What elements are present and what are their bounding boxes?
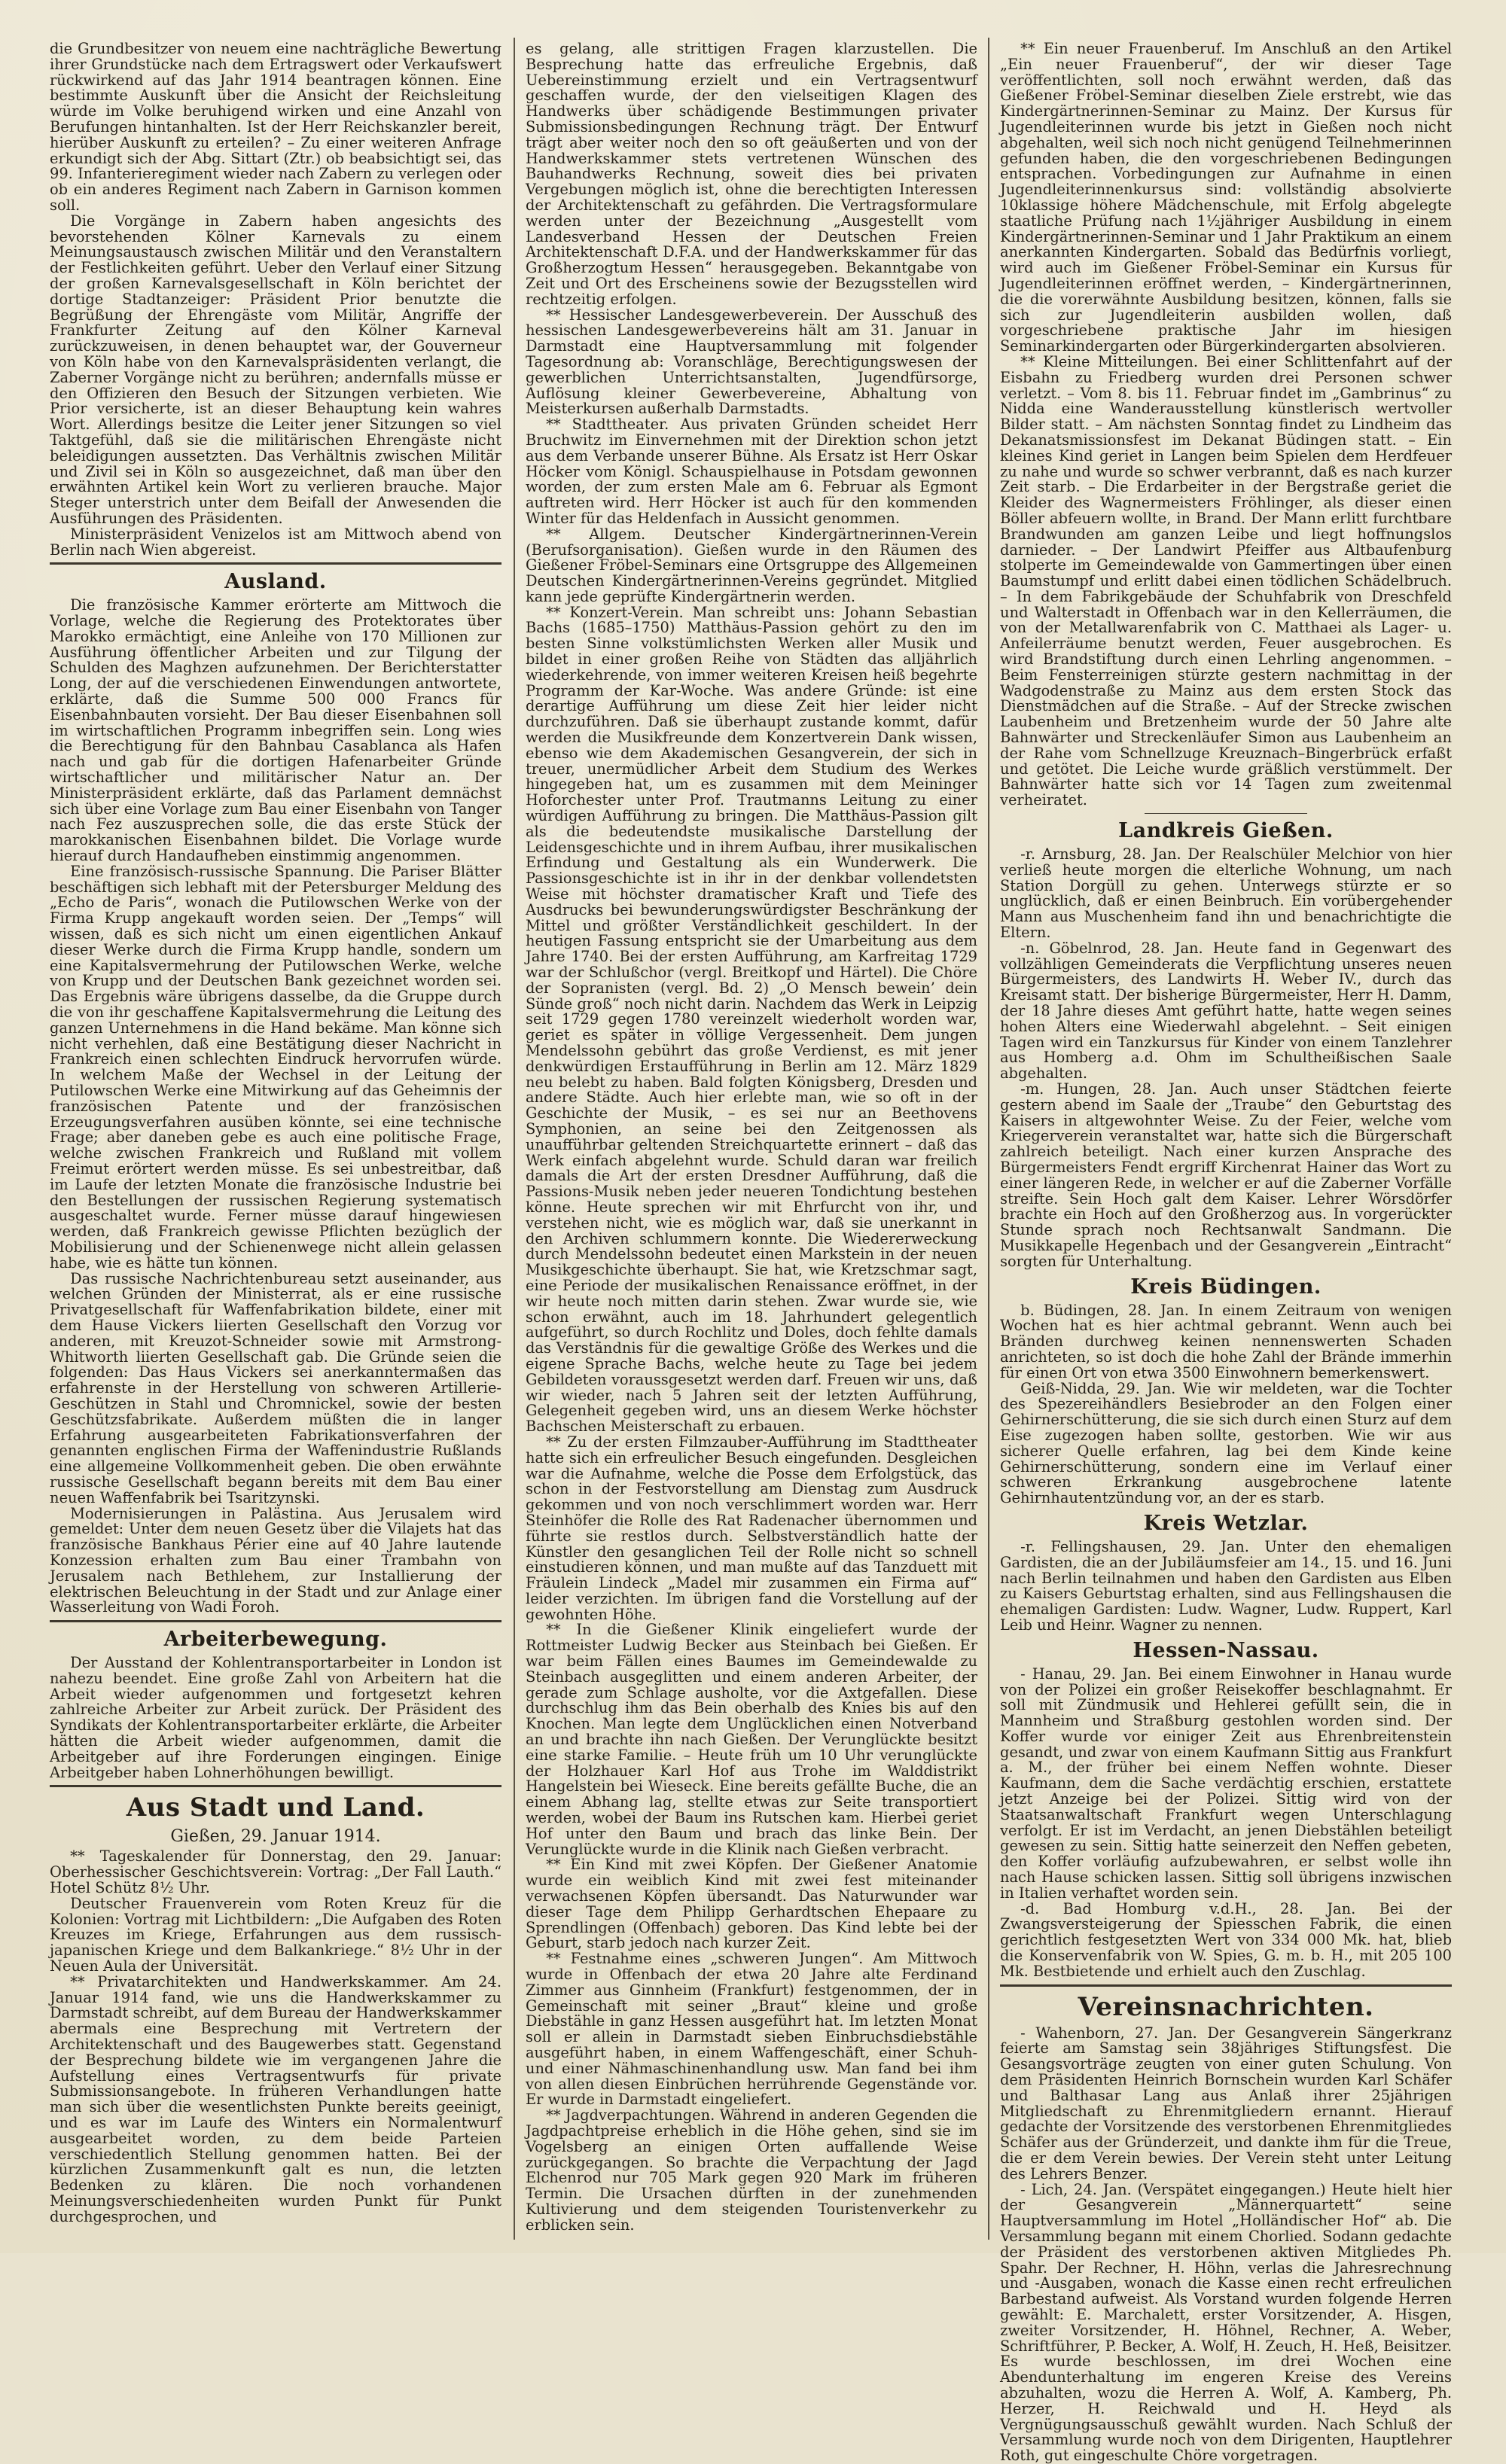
section-heading-hessen-nassau: Hessen-Nassau. — [1133, 1638, 1319, 1662]
section-heading-landkreis-giessen: Landkreis Gießen. — [1118, 819, 1334, 843]
article-text: Das russische Nachrichtenbureau setzt auseinander, aus welchen Gründen der Ministerrat, als er eine russische Privatgesellschaft für Waffenfabrikation bildete, einer mit dem Hause Vickers liierten Gesellschaft den Vorzug vor anderen, mit Kreuzot-Schneider sowie mit Armstrong-Whitworth liierten Gesellschaft gab. Die Gründe seien die folgenden: Das Haus Vickers sei anerkanntermaßen das erfahrenste in der Herstellung von schweren Artillerie-Geschützen in Stahl und Chromnickel, sowie der besten Geschützsfabrikate. Außerdem müßten die in langer Erfahrung ausgearbeiteten Fabrikationsverfahren der genannten englischen Firma der Waffenindustrie Rußlands eine allgemeine Vollkommenheit geben. Die oben erwähnte russische Gesellschaft begann bereits mit dem Bau einer neuen Waffenfabrik bei Tsaritzynski. — [50, 1269, 501, 1506]
section-heading-ausland: Ausland. — [224, 570, 327, 594]
article-text: Ministerpräsident Venizelos ist am Mittwoch abend von Berlin nach Wien abgereist. — [50, 525, 501, 559]
article-text: es gelang, alle strittigen Fragen klarzustellen. Die Besprechung hatte das erfreuliche Ergebnis, daß Uebereinstimmung erzielt und ein Vertragsentwurf geschaffen wurde, der den vielseitigen Klagen des Handwerks über schädigende Bestimmungen privater Submissionsbedingungen Rechnung trägt. Der Entwurf trägt aber weiter noch den so oft geäußerten und von der Handwerkskammer stets vertretenen Wünschen des Bauhandwerks Rechnung, soweit dies bei privaten Vergebungen möglich ist, ohne die berechtigten Interessen der Architektenschaft zu gefährden. Die Vertragsformulare werden unter der Bezeichnung „Ausgestellt vom Landesverband Hessen der Deutschen Freien Architektenschaft D.F.A. und der Handwerkskammer für das Großherzogtum Hessen“ herausgegeben. Bekanntgabe von Zeit und Ort des Erscheinens sowie der Bezugsstellen wird rechtzeitig erfolgen. — [526, 40, 977, 308]
article-text: ** Hessischer Landesgewerbeverein. Der Ausschuß des hessischen Landesgewerbevereins hält am 31. Januar in Darmstadt eine Hauptversammlung mit folgender Tagesordnung ab: Voranschläge, Berechtigungswesen der gewerblichen Unterrichtsanstalten, Jugendfürsorge, Auflösung kleiner Gewerbevereine, Abhaltung von Meisterkursen außerhalb Darmstadts. — [526, 306, 977, 418]
column-2 — [526, 41, 977, 2246]
column-3 — [1000, 40, 1452, 2464]
article-text: ** Allgem. Deutscher Kindergärtnerinnen-Verein (Berufsorganisation). Gießen wurde in den Räumen des Gießener Fröbel-Seminars eine Ortsgruppe des Allgemeinen Deutschen Kindergärtnerinnen-Vereins gegründet. Mitglied kann jede geprüfte Kindergärtnerin werden. — [526, 525, 977, 605]
article-text: - Hanau, 29. Jan. Bei einem Einwohner in Hanau wurde von der Polizei ein großer Reisekoffer beschlagnahmt. Er soll mit Zündmusik und Hehlerei gefüllt sein, die in Mannheim und Straßburg gestohlen worden sind. Der Koffer wurde vor einiger Zeit aus Ehrenbreitenstein gesandt, und zwar von einem Kaufmann Sittig aus Frankfurt a. M., der früher bei einem Neffen wohnte. Dieser Kaufmann, dem die Sache verdächtig erschien, erstattete jetzt Anzeige bei der Polizei. Sittig wird von der Staatsanwaltschaft Frankfurt wegen Unterschlagung verfolgt. Er ist im Verdacht, an jenen Diebstählen beteiligt gewesen zu sein. Sittig hatte seinerzeit den Neffen gebeten, den Koffer vorläufig aufzubewahren, er selbst wolle ihn nach Hause schicken lassen. Sittig soll übrigens inzwischen in Italien verhaftet worden sein. — [1000, 1664, 1452, 1902]
section-rule — [1000, 1984, 1452, 1987]
article-text: die Grundbesitzer von neuem eine nachträgliche Bewertung ihrer Grundstücke nach dem Ertragswert oder Verkaufswert rückwirkend auf das Jahr 1914 beantragen können. Eine bestimmte Auskunft über die Ansicht der Reichsleitung würde im Volke beruhigend wirken und eine Anzahl von Berufungen hintanhalten. Ist der Herr Reichskanzler bereit, hierüber Auskunft zu erteilen? – Zu einer weiteren Anfrage erkundigt sich der Abg. Sittart (Ztr.) ob beabsichtigt sei, das 99. Infanterieregiment wieder nach Zabern zu verlegen oder ob ein anderes Regiment nach Zabern in Garnison kommen soll. — [50, 40, 501, 214]
dateline: Gießen, 29. Januar 1914. — [170, 1827, 381, 1847]
section-rule — [1145, 813, 1307, 814]
article-text: ** Festnahme eines „schweren Jungen“. Am Mittwoch wurde in Offenbach der etwa 20 Jahre alte Ferdinand Zimmer aus Ginnheim (Frankfurt) festgenommen, der in Gemeinschaft mit seiner „Braut“ kleine und große Diebstähle in ganz Hessen ausgeführt hat. Im letzten Monat soll er allein in Darmstadt sieben Einbruchsdiebstähle ausgeführt haben, in einem Waffengeschäft, einer Schuh- und einer Nähmaschinenhandlung usw. Man fand bei ihm von allen diesen Einbrüchen herrührende Gegenstände vor. Er wurde in Darmstadt eingeliefert. — [526, 1950, 977, 2109]
section-rule — [50, 1620, 501, 1622]
article-text: -n. Göbelnrod, 28. Jan. Heute fand in Gegenwart des vollzähligen Gemeinderats die Verpflichtung unseres neuen Bürgermeisters, des Landwirts H. Weber IV., durch das Kreisamt statt. Der bisherige Bürgermeister, Herr H. Damm, der 18 Jahre dieses Amt geführt hatte, hatte wegen seines hohen Alters eine Wiederwahl abgelehnt. – Seit einigen Tagen wird ein Tanzkursus für Kinder von einem Tanzlehrer aus Homberg a.d. Ohm im Schultheißischen Saale abgehalten. — [1000, 939, 1452, 1083]
article-text: -m. Hungen, 28. Jan. Auch unser Städtchen feierte gestern abend im Saale der „Traube“ den Geburtstag des Kaisers in altgewohnter Weise. Zu der Feier, welche vom Kriegerverein veranstaltet war, hatte sich die Bürgerschaft zahlreich beteiligt. Nach einer kurzen Ansprache des Bürgermeisters Fendt ergriff Kirchenrat Hainer das Wort zu einer längeren Rede, in welcher er auf die Zaberner Vorfälle streifte. Sein Hoch galt dem Kaiser. Lehrer Wörsdörfer brachte ein Hoch auf den Großherzog aus. In vorgerückter Stunde sprach noch Rechtsanwalt Sandmann. Die Musikkapelle Hegenbach und der Gesangverein „Eintracht“ sorgten für Unterhaltung. — [1000, 1080, 1452, 1270]
section-rule — [50, 1785, 501, 1787]
article-text: Geiß-Nidda, 29. Jan. Wie wir meldeten, war die Tochter des Spezereihändlers Besiebroder an den Folgen einer Gehirnerschütterung, die sie sich durch einen Sturz auf dem Eise zugezogen haben sollte, gestorben. Wie wir aus sicherer Quelle erfahren, lag bei dem Kinde keine Gehirnerschütterung, sondern eine im Verlauf einer schweren Erkrankung ausgebrochene latente Gehirnhautentzündung vor, an der es starb. — [1000, 1379, 1452, 1507]
article-text: -r. Fellingshausen, 29. Jan. Unter den ehemaligen Gardisten, die an der Jubiläumsfeier am 14., 15. und 16. Juni nach Berlin teilnahmen und haben den Gardisten aus Elben zu Kaisers Geburtstag erhalten, sind aus Fellingshausen die ehemaligen Gardisten: Ludw. Wagner, Ludw. Ruppert, Karl Leib und Heinr. Wagner zu nennen. — [1000, 1537, 1452, 1634]
article-text: -d. Bad Homburg v.d.H., 28. Jan. Bei der Zwangsversteigerung der Spiesschen Fabrik, die einen gerichtlich festgesetzten Wert von 334 000 Mk. hat, blieb die Konservenfabrik von W. Spies, G. m. b. H., mit 205 100 Mk. Bestbietende und erhielt auch den Zuschlag. — [1000, 1899, 1452, 1980]
article-text: Eine französisch-russische Spannung. Die Pariser Blätter beschäftigen sich lebhaft mit der Petersburger Meldung des „Echo de Paris“, wonach die Putilowschen Werke von der Firma Krupp angekauft worden seien. Der „Temps“ will wissen, daß es sich nicht um einen eigentlichen Ankauf dieser Werke durch die Firma Krupp handle, sondern um eine Kapitalsvermehrung der Putilowschen Werke, welche von Krupp und der Deutschen Bank gezeichnet worden sei. Das Ergebnis wäre übrigens dasselbe, da die Gruppe durch die von ihr geschaffene Kapitalsvermehrung die Leitung des ganzen Unternehmens in die Hand bekäme. Man könne sich nicht verhehlen, daß eine Bestätigung dieser Nachricht in Frankreich einen schlechten Eindruck hervorrufen würde. In welchem Maße der Wechsel in der Leitung der Putilowschen Werke eine Mitwirkung auf das Geheimnis der französischen Patente und der französischen Erzeugungsverfahren ausüben könnte, sei eine technische Frage; aber daneben gebe es auch eine politische Frage, welche zwischen Frankreich und Rußland mit vollem Freimut erörtert werden müsse. Es sei unbestreitbar, daß im Laufe der letzten Monate die französische Industrie bei den Bestellungen der russischen Regierung systematisch ausgeschaltet wurde. Ferner müsse darauf hingewiesen werden, daß Frankreich gewisse Pflichten bezüglich der Mobilisierung und der Schienenwege nicht allein gelassen habe, wie es hätte tun können. — [50, 862, 501, 1272]
column-divider — [514, 38, 515, 2240]
article-text: ** Kleine Mitteilungen. Bei einer Schlittenfahrt auf der Eisbahn zu Friedberg wurden drei Personen schwer verletzt. – Vom 8. bis 11. Februar findet im „Gambrinus“ zu Nidda eine Wanderausstellung künstlerisch wertvoller Bilder statt. – Am nächsten Sonntag findet zu Lindheim das Dekanatsmissionsfest im Dekanat Büdingen statt. – Ein kleines Kind geriet in Langen beim Spielen dem Herdfeuer zu nahe und wurde so schwer verbrannt, daß es nach kurzer Zeit starb. – Die Erdarbeiter in der Bergstraße geriet die Kleider des Wagnermeisters Fröhlinger, als dieser einen Böller abfeuern wollte, in Brand. Der Mann erlitt furchtbare Brandwunden am ganzen Leibe und liegt hoffnungslos darnieder. – Der Landwirt Pfeiffer aus Altbaufenburg stolperte im Gemeindewalde von Gammertingen über einen Baumstumpf und erlitt dabei einen tödlichen Schädelbruch. – In dem Fabrikgebäude der Schuhfabrik von Dreschfeld und Walterstadt in Offenbach war in den Kellerräumen, die von der Metallwarenfabrik von C. Matthaei als Lager- u. Anfeilerräume benutzt werden, Feuer ausgebrochen. Es wird Brandstiftung durch einen Lehrling angenommen. – Beim Fensterreinigen stürzte gestern nachmittag in der Wadgodenstraße zu Mainz aus dem ersten Stock das Dienstmädchen auf die Straße. – Auf der Strecke zwischen Laubenheim und Bretzenheim wurde der 50 Jahre alte Bahnwärter und Streckenläufer Simon aus Laubenheim an der Rahe vom Schnellzuge Kreuznach–Bingerbrück erfaßt und getötet. Die Leiche wurde gräßlich verstümmelt. Der Bahnwärter hatte sich vor 14 Tagen zum zweitenmal verheiratet. — [1000, 352, 1452, 809]
section-heading-kreis-buedingen: Kreis Büdingen. — [1130, 1275, 1322, 1299]
section-heading-arbeiterbewegung: Arbeiterbewegung. — [163, 1628, 388, 1652]
section-rule — [50, 562, 501, 565]
article-text: ** Zu der ersten Filmzauber-Aufführung im Stadttheater hatte sich ein erfreulicher Besuch eingefunden. Desgleichen war die Aufnahme, welche die Posse dem Erfolgstück, das schon in der Festvorstellung am Dienstag zum Ausdruck gekommen und von noch verschlimmert worden war. Herr Steinhöfer die Rolle des Rat Radenacher übernommen und führte sie restlos durch. Selbstverständlich hatte der Künstler den gesanglichen Teil der Rolle nicht so schnell einstudieren können, und man mußte auf das Tanzduett mit Fräulein Lindeck „Madel mir zusammen ein Firma auf“ leider verzichten. Im übrigen fand die Vorstellung auf der gewohnten Höhe. — [526, 1433, 977, 1623]
column-divider — [988, 38, 989, 2240]
article-text: Der Ausstand der Kohlentransportarbeiter in London ist nahezu beendet. Eine große Zahl von Arbeitern hat die Arbeit wieder aufgenommen und fortgesetzt kehren zahlreiche Arbeiter zur Arbeit zurück. Der Präsident des Syndikats der Kohlentransportarbeiter erklärte, die Arbeiter hätten die Arbeit wieder aufgenommen, damit die Arbeitgeber auf ihre Forderungen eingingen. Einige Arbeitgeber haben Lohnerhöhungen bewilligt. — [50, 1654, 501, 1781]
article-text: ** Ein neuer Frauenberuf. Im Anschluß an den Artikel „Ein neuer Frauenberuf“, der wir dieser Tage veröffentlichten, soll noch erwähnt werden, daß das Gießener Fröbel-Seminar dieselben Ziele erstrebt, wie das Kindergärtnerinnen-Seminar zu Mainz. Der Kursus für Jugendleiterinnen wurde bis jetzt in Gießen noch nicht abgehalten, weil sich noch nicht genügend Teilnehmerinnen gefunden haben, die den vorgeschriebenen Bedingungen entsprachen. Vorbedingungen zur Aufnahme in einen Jugendleiterinnenkursus sind: vollständig absolvierte 10klassige höhere Mädchenschule, mit Erfolg abgelegte staatliche Prüfung nach 1½jähriger Ausbildung in einem Kindergärtnerinnen-Seminar und 1 Jahr Praktikum an einem anerkannten Kindergarten. Sobald das Bedürfnis vorliegt, wird auch im Gießener Fröbel-Seminar ein Kursus für Jugendleiterinnen eröffnet werden, – Kindergärtnerinnen, die die vorerwähnte Ausbildung besitzen, können, falls sie sich zur Jugendleiterin ausbilden wollen, daß vorgeschriebene praktische Jahr im hiesigen Seminarkindergarten oder Bürgerkindergarten absolvieren. — [1000, 40, 1452, 355]
article-text: b. Büdingen, 28. Jan. In einem Zeitraum von wenigen Wochen hat es hier achtmal gebrannt. Wenn auch bei Bränden durchweg keinen nennenswerten Schaden anrichteten, so ist doch die hohe Zahl der Brände immerhin für einen Ort von etwa 3500 Einwohnern bemerkenswert. — [1000, 1301, 1452, 1381]
article-text: - Lich, 24. Jan. (Verspätet eingegangen.) Heute hielt hier der Gesangverein „Männerquartett“ seine Hauptversammlung im Hotel „Holländischer Hof“ ab. Die Versammlung begann mit einem Chorlied. Sodann gedachte der Präsident des verstorbenen aktiven Mitgliedes Ph. Spahr. Der Rechner, H. Höhn, verlas die Jahresrechnung und -Ausgaben, wonach die Kasse einen recht erfreulichen Barbestand aufweist. Als Vorstand wurden folgende Herren gewählt: E. Marchalett, erster Vorsitzender, A. Hisgen, zweiter Vorsitzender, H. Höhnel, Rechner, A. Weber, Schriftführer, P. Becker, A. Wolf, H. Zeuch, H. Heß, Beisitzer. Es wurde beschlossen, im drei Wochen eine Abendunterhaltung im engeren Kreise des Vereins abzuhalten, wozu die Herren A. Wolf, A. Kamberg, Ph. Herzer, H. Reichwald und H. Heyd als Vergnügungsausschuß gewählt wurden. Nach Schluß der Versammlung wurde noch von dem Dirigenten, Hauptlehrer Roth, gut eingeschulte Chöre vorgetragen. — [1000, 2180, 1452, 2464]
article-text: -r. Arnsburg, 28. Jan. Der Realschüler Melchior von hier verließ heute morgen die elterliche Wohnung, um nach Station Dorgüll zu gehen. Unterwegs stürzte er so unglücklich, daß er einen Beinbruch. Ein vorübergehender Mann aus Muschenheim fand ihn und benachrichtigte die Eltern. — [1000, 845, 1452, 942]
section-heading-aus-stadt-und-land: Aus Stadt und Land. — [126, 1792, 425, 1823]
article-text: Deutscher Frauenverein vom Roten Kreuz für die Kolonien: Vortrag mit Lichtbildern: „Die Aufgaben des Roten Kreuzes im Kriege, Erfahrungen aus dem russisch-japanischen Kriege und dem Balkankriege.“ 8½ Uhr in der Neuen Aula der Universität. — [50, 1894, 501, 1975]
column-1 — [50, 41, 501, 2246]
article-text: Die Vorgänge in Zabern haben angesichts des bevorstehenden Kölner Karnevals zu einem Meinungsaustausch zwischen Militär und den Veranstaltern der Festlichkeiten geführt. Ueber den Verlauf einer Sitzung der großen Karnevalsgesellschaft in Köln berichtet der dortige Stadtanzeiger: Präsident Prior benutzte die Begrüßung der Ehrengäste vom Militär, Angriffe der Frankfurter Zeitung auf den Kölner Karneval zurückzuweisen, in denen behauptet war, der Gouverneur von Köln habe von den Karnevalspräsidenten verlangt, die Zaberner Vorgänge nicht zu berühren; andernfalls müsse er den Offizieren den Besuch der Sitzungen verbieten. Wie Prior versicherte, ist an dieser Behauptung kein wahres Wort. Allerdings besitze die Leiter jener Sitzungen so viel Taktgefühl, daß sie die militärischen Ehrengäste nicht beleidigungen aussetzten. Das Verhältnis zwischen Militär und Zivil sei in Köln so ausgezeichnet, daß man über den erwähnten Artikel kein Wort zu verlieren brauche. Major Steger unterstrich unter dem Beifall der Anwesenden die Ausführungen des Präsidenten. — [50, 212, 501, 527]
article-text: ** Jagdverpachtungen. Während in anderen Gegenden die Jagdpachtpreise erheblich in die Höhe gehen, sind sie im Vogelsberg an einigen Orten auffallende Weise zurückgegangen. So brachte die Verpachtung der Jagd Elchenrod nur 705 Mark gegen 920 Mark im früheren Termin. Die Ursachen dürften in der zunehmenden Kultivierung und dem steigenden Touristenverkehr zu erblicken sein. — [526, 2106, 977, 2234]
article-text: ** Privatarchitekten und Handwerkskammer. Am 24. Januar 1914 fand, wie uns die Handwerkskammer zu Darmstadt schreibt, auf dem Bureau der Handwerkskammer abermals eine Besprechung mit Vertretern der Architektenschaft und des Baugewerbes statt. Gegenstand der Besprechung bildete wie im vergangenen Jahre die Aufstellung eines Vertragsentwurfs für private Submissionsangebote. In früheren Verhandlungen hatte man sich über die wesentlichsten Punkte bereits geeinigt, und es war im Laufe des Winters ein Normalentwurf ausgearbeitet worden, zu dem beide Parteien verschiedentlich Stellung genommen hatten. Bei der kürzlichen Zusammenkunft galt es nun, die letzten Bedenken zu klären. Die noch vorhandenen Meinungsverschiedenheiten wurden Punkt für Punkt durchgesprochen, und — [50, 1972, 501, 2225]
article-text: ** In die Gießener Klinik eingeliefert wurde der Rottmeister Ludwig Becker aus Steinbach bei Gießen. Er war beim Fällen eines Baumes im Gemeindewalde zu Steinbach ausgeglitten und einem anderen Arbeiter, der gerade zum Schlage ausholte, vor die Axtgefallen. Diese durchschlug ihm das Bein oberhalb des Knies bis auf den Knochen. Man legte dem Unglücklichen einen Notverband an und brachte ihn nach Gießen. Der Verunglückte besitzt eine starke Familie. – Heute früh um 10 Uhr verunglückte der Holzhauer Karl Hof aus Trohe im Walddistrikt Hangelstein bei Wieseck. Eine bereits gefällte Buche, die an einem Abhang lag, stellte etwas zur Seite transportiert werden, wobei der Baum ins Rutschen kam. Hierbei geriet Hof unter den Baum und brach das linke Bein. Der Verunglückte wurde in die Klinik nach Gießen verbracht. — [526, 1621, 977, 1858]
section-heading-vereinsnachrichten: Vereinsnachrichten. — [1078, 1991, 1374, 2022]
article-text: - Wahenborn, 27. Jan. Der Gesangverein Sängerkranz feierte am Samstag sein 38jähriges Stiftungsfest. Die Gesangsvorträge zeugten von einer guten Schulung. Von dem Präsidenten Heinrich Bornschein wurden Karl Schäfer und Balthasar Lang aus Anlaß ihrer 25jährigen Mitgliedschaft zu Ehrenmitgliedern ernannt. Hierauf gedachte der Vorsitzende des verstorbenen Ehrenmitgliedes Schäfer aus der Gründerzeit, und dankte ihm für die Treue, die er dem Verein bewies. Der Verein steht unter Leitung des Lehrers Benzer. — [1000, 2024, 1452, 2182]
article-text: ** Konzert-Verein. Man schreibt uns: Johann Sebastian Bachs (1685–1750) Matthäus-Passion gehört zu den im besten Sinne volkstümlichsten Werken aller Musik und bildet in einer großen Reihe von Städten das alljährlich wiederkehrende, von immer weiteren Kreisen heiß begehrte Programm der Kar-Woche. Was andere Gründe: ist eine derartige Aufführung um diese Zeit hier leider nicht durchzuführen. Daß sie überhaupt zustande kommt, dafür werden die Musikfreunde dem Konzertverein Dank wissen, ebenso wie dem Akademischen Gesangverein, der sich in treuer, unermüdlicher Arbeit dem Studium des Werkes hingegeben hat, um es zusammen mit dem Meininger Hoforchester unter Prof. Trautmanns Leitung zu einer würdigen Aufführung zu bringen. Die Matthäus-Passion gilt als die bedeutendste musikalische Darstellung der Leidensgeschichte und in ihrem Aufbau, ihrer musikalischen Erfindung und Gestaltung als ein Wunderwerk. Die Passionsgeschichte ist in ihr in der denkbar vollendetsten Weise mit höchster dramatischer Kraft und Tiefe des Ausdrucks bei bewunderungswürdigster Beschränkung der Mittel und größter Verständlichkeit geschildert. In der heutigen Fassung entspricht sie der Umarbeitung aus dem Jahre 1740. Bei der ersten Aufführung, am Karfreitag 1729 war der Schlußchor (vergl. Breitkopf und Härtel). Die Chöre der Sopranisten (vergl. Bd. 2) „O Mensch bewein’ dein Sünde groß“ noch nicht darin. Nachdem das Werk in Leipzig seit 1729 gegen 1780 vereinzelt wiederholt worden war, geriet es später in völlige Vergessenheit. Dem jungen Mendelssohn gebührt das große Verdienst, es mit jener denkwürdigen Erstaufführung in Berlin am 12. März 1829 neu belebt zu haben. Bald folgten Königsberg, Dresden und andere Städte. Auch hier erlebte man, wie so oft in der Geschichte der Musik, – es sei nur an Beethovens Symphonien, an seine bei den Zeitgenossen als unaufführbar geltenden Streichquartette erinnert – daß das Werk einfach abgelehnt wurde. Schuld daran war freilich damals die Art der ersten Dresdner Aufführung, daß die Passions-Musik neben jeder neueren Tondichtung bestehen könne. Heute sprechen wir mit Ehrfurcht von ihr, und verstehen nicht, wie es möglich war, daß sie unerkannt in den Archiven schlummern konnte. Die Wiedererweckung durch Mendelssohn bedeutet einen Markstein in der neuen Musikgeschichte überhaupt. Sie hat, wie Kretzschmar sagt, eine Periode der musikalischen Renaissance eröffnet, in der wir heute noch mitten darin stehen. Zwar wurde sie, wie schon erwähnt, auch im 18. Jahrhundert gelegentlich aufgeführt, so durch Rochlitz und Doles, doch fehlte damals das Verständnis für die gewaltige Größe des Werkes und die eigene Sprache Bachs, welche heute zu Tage bei jedem Gebildeten voraussgesetzt werden darf. Freuen wir uns, daß wir wieder, nach 5 Jahren seit der letzten Aufführung, Gelegenheit gegeben wird, uns an diesem Werke höchster Bachschen Meisterschaft zu erbauen. — [526, 603, 977, 1436]
article-text: ** Stadttheater. Aus privaten Gründen scheidet Herr Bruchwitz im Einvernehmen mit der Direktion schon jetzt aus dem Verbande unserer Bühne. Als Ersatz ist Herr Oskar Höcker vom Königl. Schauspielhause in Potsdam gewonnen worden, der zum ersten Male am 6. Februar als Egmont auftreten wird. Herr Höcker ist auch für den kommenden Winter für das Heldenfach in Aussicht genommen. — [526, 416, 977, 527]
article-text: Die französische Kammer erörterte am Mittwoch die Vorlage, welche die Regierung des Protektorates über Marokko ermächtigt, eine Anleihe von 170 Millionen zur Ausführung öffentlicher Arbeiten und zur Tilgung der Schulden des Maghzen aufzunehmen. Der Berichterstatter Long, der auf die verschiedenen Einwendungen antwortete, erklärte, daß die Summe 500 000 Francs für Eisenbahnbauten vorsieht. Der Bau dieser Eisenbahnen soll im wirtschaftlichen Programm inbegriffen sein. Long wies die Berechtigung für den Bahnbau Casablanca als Hafen nach und gab für die dortigen Hafenarbeiter Gründe wirtschaftlicher und militärischer Natur an. Der Ministerpräsident erklärte, daß das Parlament demnächst sich über eine Vorlage zum Bau einer Eisenbahn von Tanger nach Fez auszusprechen solle, die das erste Stück der marokkanischen Eisenbahnen bildet. Die Vorlage wurde hierauf durch Handaufheben einstimmig angenommen. — [50, 596, 501, 865]
article-text: Modernisierungen in Palästina. Aus Jerusalem wird gemeldet: Unter dem neuen Gesetz über die Vilajets hat das französische Bankhaus Périer eine auf 40 Jahre lautende Konzession erhalten zum Bau einer Trambahn von Jerusalem nach Bethlehem, zur Installierung der elektrischen Beleuchtung in der Stadt und zur Anlage einer Wasserleitung von Wadi Foroh. — [50, 1504, 501, 1616]
section-heading-kreis-wetzlar: Kreis Wetzlar. — [1143, 1511, 1309, 1535]
article-text: ** Ein Kind mit zwei Köpfen. Der Gießener Anatomie wurde ein weiblich Kind mit zwei fest miteinander verwachsenen Köpfen übersandt. Das Naturwunder war dieser Tage dem Philipp Gerhardtschen Ehepaare zu Sprendlingen (Offenbach) geboren. Das Kind lebte bei der Geburt, starb jedoch nach kurzer Zeit. — [526, 1856, 977, 1952]
article-text: ** Tageskalender für Donnerstag, den 29. Januar: Oberhessischer Geschichtsverein: Vortrag: „Der Fall Lauth.“ Hotel Schütz 8½ Uhr. — [50, 1847, 501, 1897]
